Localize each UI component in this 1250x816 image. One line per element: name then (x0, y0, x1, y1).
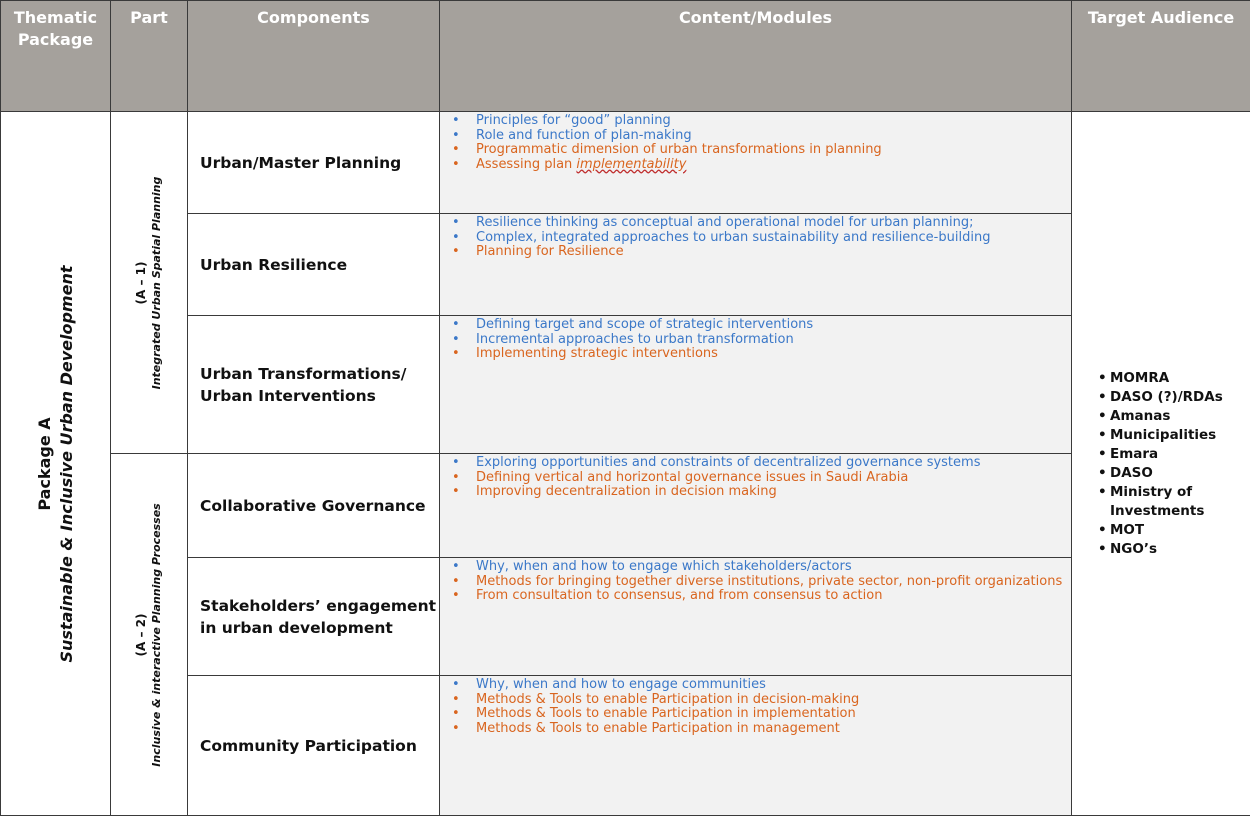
component-name: Urban Resilience (188, 214, 440, 316)
table-row (1, 214, 1250, 316)
component-name: Urban Transformations/ Urban Interventions (188, 316, 440, 454)
audience-item: • Amanas (1098, 407, 1250, 426)
module-item: • Resilience thinking as conceptual and operational model for urban planning; (450, 216, 1067, 231)
component-name: Community Participation (188, 676, 440, 816)
module-item (450, 158, 1067, 173)
content-modules-cell (440, 112, 1072, 214)
table-row (1, 316, 1250, 454)
component-name: Urban/Master Planning (188, 112, 440, 214)
header-part: Part (111, 1, 188, 112)
audience-item: • DASO (?)/RDAs (1098, 388, 1250, 407)
module-list (450, 560, 1067, 604)
part-label (134, 176, 164, 389)
header-target-audience: Target Audience (1072, 1, 1250, 112)
header-components: Components (188, 1, 440, 112)
audience-list (1098, 369, 1250, 559)
table-header-row (1, 1, 1250, 112)
package-subtitle: Sustainable & Inclusive Urban Development (56, 265, 78, 662)
table-row (1, 112, 1250, 214)
component-name: Stakeholders’ engagement in urban development (188, 558, 440, 676)
header-thematic-package: Thematic Package (1, 1, 111, 112)
module-item: • Exploring opportunities and constraints of decentralized governance systems (450, 456, 1067, 471)
module-item: • Methods for bringing together diverse institutions, private sector, non-profit organizations (450, 575, 1067, 590)
content-modules-cell (440, 316, 1072, 454)
module-text-flagged: implementability (576, 157, 686, 172)
module-item: • Programmatic dimension of urban transformations in planning (450, 143, 1067, 158)
module-list (450, 114, 1067, 172)
table-row (1, 454, 1250, 558)
module-item: • From consultation to consensus, and from consensus to action (450, 589, 1067, 604)
audience-item: • NGO’s (1098, 540, 1250, 559)
module-item: • Methods & Tools to enable Participation in management (450, 722, 1067, 737)
package-title: Package A (34, 265, 56, 662)
module-text-prefix: Assessing plan (476, 157, 576, 172)
part-name: Integrated Urban Spatial Planning (149, 176, 164, 389)
module-item: • Why, when and how to engage which stakeholders/actors (450, 560, 1067, 575)
package-label (34, 265, 78, 662)
module-item: • Implementing strategic interventions (450, 347, 1067, 362)
part-code: (A – 2) (134, 503, 149, 766)
module-list (450, 216, 1067, 260)
audience-item: • Ministry of Investments (1098, 483, 1250, 521)
module-list (450, 678, 1067, 736)
module-list (450, 456, 1067, 500)
content-modules-cell (440, 214, 1072, 316)
module-item: • Principles for “good” planning (450, 114, 1067, 129)
module-item: • Methods & Tools to enable Participation in implementation (450, 707, 1067, 722)
module-item: • Defining target and scope of strategic interventions (450, 318, 1067, 333)
part-cell-a1 (111, 112, 188, 454)
content-modules-cell (440, 558, 1072, 676)
target-audience-cell (1072, 112, 1250, 816)
module-item: • Why, when and how to engage communities (450, 678, 1067, 693)
module-item: • Incremental approaches to urban transformation (450, 333, 1067, 348)
audience-item: • Emara (1098, 445, 1250, 464)
module-list (450, 318, 1067, 362)
module-item: • Improving decentralization in decision making (450, 485, 1067, 500)
audience-item: • DASO (1098, 464, 1250, 483)
content-modules-cell (440, 676, 1072, 816)
audience-item: • Municipalities (1098, 426, 1250, 445)
module-item: • Complex, integrated approaches to urban sustainability and resilience-building (450, 231, 1067, 246)
header-content-modules: Content/Modules (440, 1, 1072, 112)
content-modules-cell (440, 454, 1072, 558)
part-code: (A – 1) (134, 176, 149, 389)
part-label (134, 503, 164, 766)
audience-item: • MOMRA (1098, 369, 1250, 388)
audience-item: • MOT (1098, 521, 1250, 540)
table-row (1, 558, 1250, 676)
module-item: • Planning for Resilience (450, 245, 1067, 260)
module-item: • Methods & Tools to enable Participation in decision-making (450, 693, 1067, 708)
component-name: Collaborative Governance (188, 454, 440, 558)
part-name: Inclusive & interactive Planning Processes (149, 503, 164, 766)
package-cell (1, 112, 111, 816)
part-cell-a2 (111, 454, 188, 816)
module-item: • Role and function of plan-making (450, 129, 1067, 144)
module-item: • Defining vertical and horizontal governance issues in Saudi Arabia (450, 471, 1067, 486)
table-row (1, 676, 1250, 816)
